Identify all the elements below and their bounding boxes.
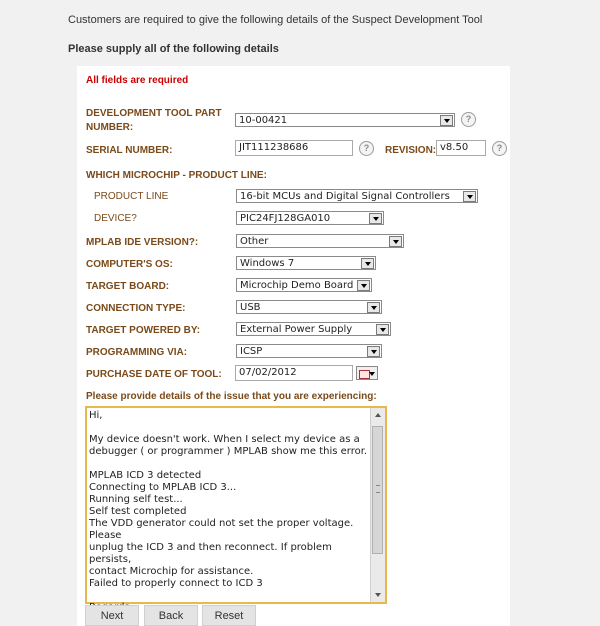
revision-label: REVISION: [385, 145, 437, 156]
connection-type-label: CONNECTION TYPE: [86, 303, 186, 314]
intro-text: Customers are required to give the following details of the Suspect Development Tool [68, 14, 483, 26]
chevron-down-icon [440, 115, 453, 126]
scroll-up-icon[interactable] [373, 410, 383, 420]
help-icon[interactable]: ? [359, 141, 374, 156]
computer-os-select[interactable] [236, 256, 376, 270]
serial-number-input[interactable]: JIT111238686 [235, 140, 353, 156]
programming-via-label: PROGRAMMING VIA: [86, 347, 188, 358]
purchase-date-input[interactable]: 07/02/2012 [235, 365, 353, 381]
help-icon[interactable]: ? [461, 112, 476, 127]
device-select[interactable] [236, 211, 384, 225]
chevron-down-icon [369, 213, 382, 224]
computer-os-label: COMPUTER'S OS: [86, 259, 173, 270]
chevron-down-icon [369, 372, 375, 376]
product-line-value: 16-bit MCUs and Digital Signal Controllers [240, 191, 450, 202]
computer-os-value: Windows 7 [240, 258, 295, 269]
which-product-line-label: WHICH MICROCHIP - PRODUCT LINE: [86, 170, 267, 181]
textarea-scrollbar[interactable] [370, 408, 385, 602]
chevron-down-icon [463, 191, 476, 202]
scroll-down-icon[interactable] [373, 590, 383, 600]
device-value: PIC24FJ128GA010 [240, 213, 331, 224]
mplab-ide-version-label: MPLAB IDE VERSION?: [86, 237, 199, 248]
connection-type-value: USB [240, 302, 261, 313]
device-label: DEVICE? [94, 213, 137, 224]
part-number-label-line2: NUMBER: [86, 122, 134, 133]
chevron-down-icon [389, 236, 402, 247]
chevron-down-icon [361, 258, 374, 269]
supply-heading: Please supply all of the following details [68, 43, 279, 55]
product-line-select[interactable] [236, 189, 478, 203]
next-button[interactable]: Next [85, 605, 139, 626]
scroll-thumb[interactable] [372, 426, 383, 554]
target-board-select[interactable] [236, 278, 372, 292]
target-board-label: TARGET BOARD: [86, 281, 170, 292]
part-number-select[interactable] [235, 113, 455, 127]
target-board-value: Microchip Demo Board [240, 280, 354, 291]
issue-text: Hi, My device doesn't work. When I select my device as a debugger ( or programmer ) MPLAB show me this error. MPLAB ICD 3 detected Connecting to MPLAB ICD 3... Running self test... Self test completed The VDD generator could not set the proper voltage. Please unplug the ICD 3 and then reconnect. If problem persists, contact Microchip for assistance. Failed to properly connect to ICD 3 [89, 410, 368, 589]
target-powered-by-value: External Power Supply [240, 324, 353, 335]
issue-label: Please provide details of the issue that you are experiencing: [86, 391, 377, 402]
chevron-down-icon [357, 280, 370, 291]
calendar-picker-button[interactable] [356, 366, 378, 380]
mplab-ide-version-value: Other [240, 236, 269, 247]
issue-textarea[interactable] [85, 406, 387, 604]
revision-input[interactable]: v8.50 [436, 140, 486, 156]
mplab-ide-version-select[interactable] [236, 234, 404, 248]
reset-button[interactable]: Reset [202, 605, 256, 626]
target-powered-by-select[interactable] [236, 322, 391, 336]
programming-via-value: ICSP [240, 346, 263, 357]
product-line-label: PRODUCT LINE [94, 191, 169, 202]
help-icon[interactable]: ? [492, 141, 507, 156]
back-button[interactable]: Back [144, 605, 198, 626]
required-notice: All fields are required [86, 75, 189, 86]
purchase-date-label: PURCHASE DATE OF TOOL: [86, 369, 222, 380]
chevron-down-icon [367, 346, 380, 357]
connection-type-select[interactable] [236, 300, 382, 314]
chevron-down-icon [376, 324, 389, 335]
serial-number-label: SERIAL NUMBER: [86, 145, 173, 156]
target-powered-by-label: TARGET POWERED BY: [86, 325, 201, 336]
chevron-down-icon [367, 302, 380, 313]
part-number-value: 10-00421 [239, 115, 288, 126]
programming-via-select[interactable] [236, 344, 382, 358]
part-number-label-line1: DEVELOPMENT TOOL PART [86, 108, 222, 119]
